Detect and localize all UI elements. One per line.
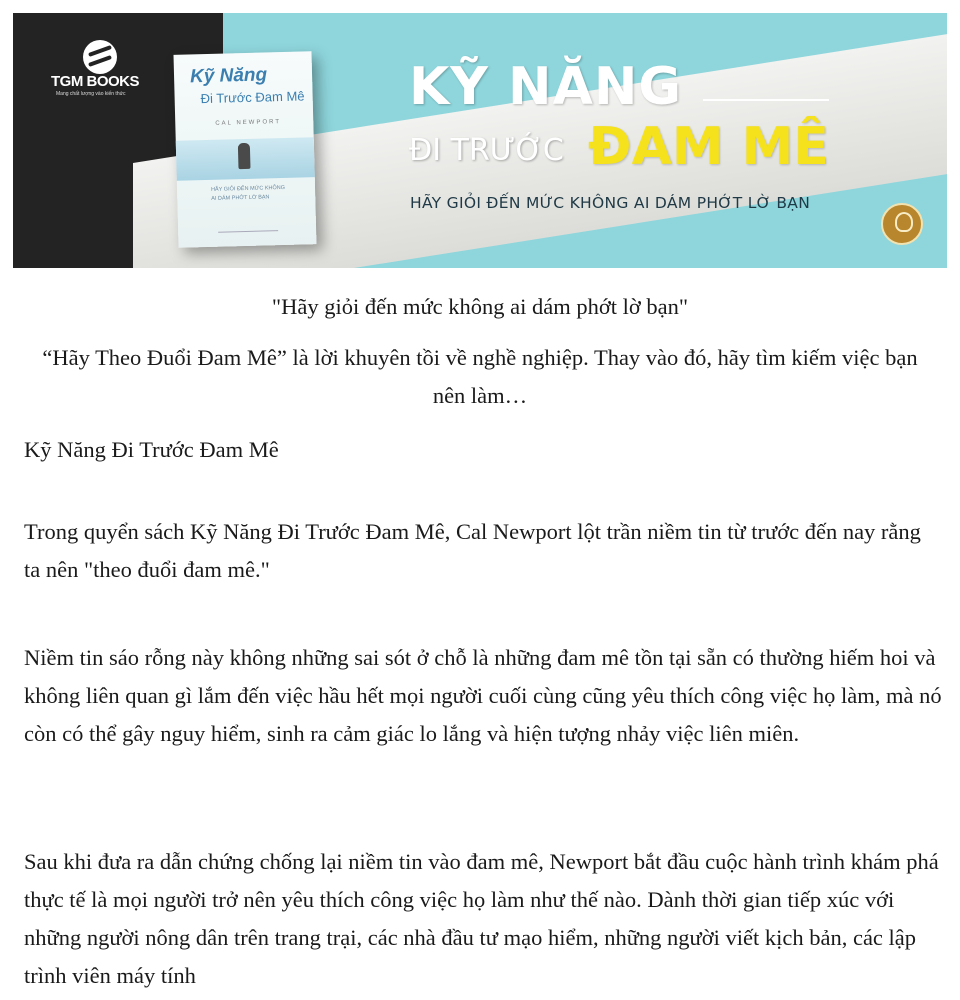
publisher-logo-icon <box>83 40 117 74</box>
publisher-logo-text: TGM BOOKS <box>51 73 139 90</box>
book-cover-author: CAL NEWPORT <box>215 119 282 127</box>
book-cover-title-1: Kỹ Năng <box>189 64 268 88</box>
quote-2: “Hãy Theo Đuổi Đam Mê” là lời khuyên tồi về nghề nghiệp. Thay vào đó, hãy tìm kiếm việc bạn nên làm… <box>42 345 918 408</box>
giai-phap-tu-duy-badge-icon <box>881 203 923 245</box>
book-cover-subtitle: HÃY GIỎI ĐẾN MỨC KHÔNG AI DÁM PHỚT LỜ BẠN <box>210 184 286 202</box>
book-title-line: Kỹ Năng Đi Trước Đam Mê <box>24 437 279 462</box>
book-cover-title-2: Đi Trước Đam Mê <box>200 88 305 107</box>
businessman-figure-icon <box>238 143 251 169</box>
paragraph-2: Niềm tin sáo rỗng này không những sai sót ở chỗ là những đam mê tồn tại sẵn có thường hiếm hoi và không liên quan gì lắm đến việc hầu hết mọi người cuối cùng cũng yêu thích công việc họ làm, mà nó còn có thể gây nguy hiểm, sinh ra cảm giác lo lắng và hiện tượng nhảy việc liên miên. <box>24 645 942 746</box>
banner-subheadline: HÃY GIỎI ĐẾN MỨC KHÔNG AI DÁM PHỚT LỜ BẠN <box>410 194 811 212</box>
banner-headline-mid: ĐI TRƯỚC <box>409 133 564 168</box>
paragraph-3: Sau khi đưa ra dẫn chứng chống lại niềm tin vào đam mê, Newport bắt đầu cuộc hành trình khám phá thực tế là mọi người trở nên yêu thích công việc họ làm như thế nào. Dành thời gian tiếp xúc với những người nông dân trên trang trại, các nhà đầu tư mạo hiểm, những người viết kịch bản, các lập trình viên máy tính <box>24 849 939 988</box>
publisher-tagline: Mang chất lượng vào kiến thức <box>56 91 126 97</box>
book-banner-image <box>13 13 947 268</box>
banner-divider <box>703 99 829 101</box>
paragraph-1: Trong quyển sách Kỹ Năng Đi Trước Đam Mê, Cal Newport lột trần niềm tin từ trước đến nay rằng ta nên "theo đuổi đam mê." <box>24 519 921 582</box>
quote-1: "Hãy giỏi đến mức không ai dám phớt lờ bạn" <box>271 294 689 319</box>
book-cover <box>173 51 316 248</box>
banner-headline-top: KỸ NĂNG <box>409 57 683 117</box>
banner-headline-accent: ĐAM MÊ <box>588 117 829 177</box>
book-cover-publisher-logos <box>218 230 278 239</box>
